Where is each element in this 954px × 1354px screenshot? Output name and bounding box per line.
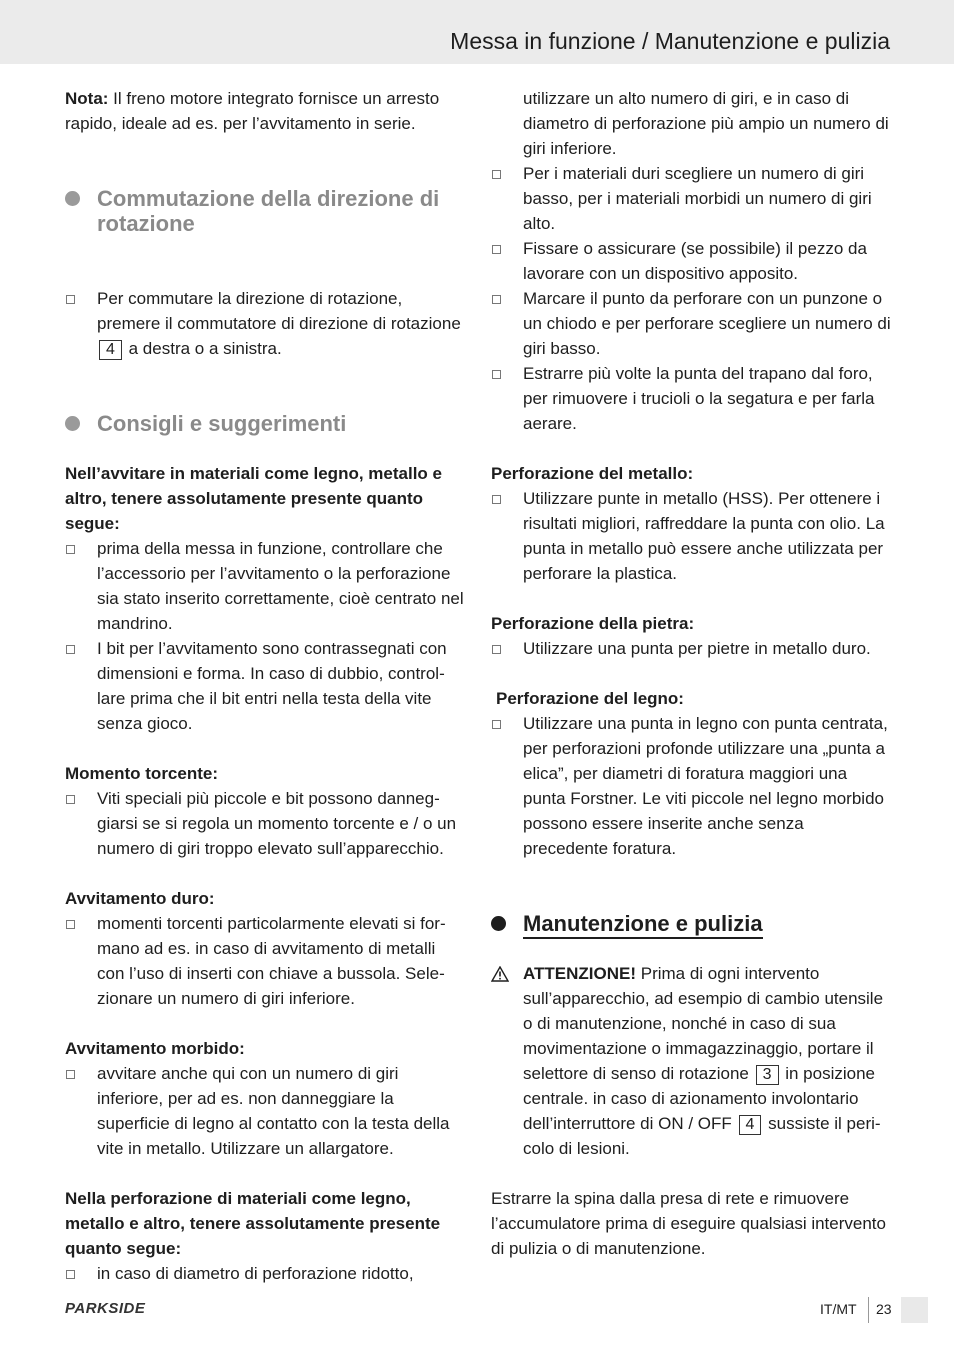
footer-tab-marker — [901, 1297, 928, 1323]
checkbox-square-icon — [66, 1270, 75, 1279]
reference-number: 4 — [739, 1115, 762, 1135]
page-number: 23 — [876, 1301, 892, 1317]
stone-drilling-label: Perforazione della pietra: — [491, 614, 695, 633]
checkbox-square-icon — [66, 295, 75, 304]
section-heading-maintenance: Manutenzione e pulizia — [491, 911, 891, 936]
warning-triangle-icon — [491, 966, 509, 982]
list-item: Estrarre più volte la punta del trapano dal foro, per rimuovere i trucioli o la segatura e per farla aerare. — [491, 361, 891, 436]
wood-drilling-label: Perforazione del legno: — [496, 689, 684, 708]
reference-number: 4 — [99, 340, 122, 360]
checkbox-square-icon — [66, 795, 75, 804]
right-column — [491, 86, 891, 1261]
page-title: Messa in funzione / Manutenzione e pulizia — [450, 28, 890, 54]
section-heading-tips: Consigli e suggerimenti — [65, 411, 465, 436]
intro-drilling: Nella perforazione di materiali come legno, metallo e altro, tenere assolutamente presente quanto segue: — [65, 1189, 441, 1258]
list-item: Utilizzare punte in metallo (HSS). Per ottenere i risultati migliori, raffreddare la punta con olio. La punta in metallo può essere anche utilizzata per perforare la plastica. — [491, 486, 891, 586]
closing-paragraph: Estrarre la spina dalla presa di rete e rimuovere l’accumulatore prima di eseguire qualsiasi intervento di pulizia o di manutenzione. — [491, 1189, 886, 1258]
note-paragraph — [65, 86, 465, 136]
checkbox-square-icon — [492, 495, 501, 504]
list-item: Per i materiali duri scegliere un numero di giri basso, per i materiali morbidi un numero di giri alto. — [491, 161, 891, 236]
bullet-dot-icon — [491, 916, 506, 931]
footer-divider — [868, 1297, 869, 1323]
list-item: prima della messa in funzione, controllare che l’accessorio per l’avvitamento o la perforazione sia stato inserito correttamente, cioè centrato nel mandrino. — [65, 536, 465, 636]
checkbox-square-icon — [66, 645, 75, 654]
checkbox-square-icon — [492, 720, 501, 729]
soft-screwing-label: Avvitamento morbido: — [65, 1039, 245, 1058]
warning-paragraph: ATTENZIONE! Prima di ogni intervento sull’apparecchio, ad esempio di cambio utensile o di manutenzione, nonché in caso di sua movimentazione o immagazzinaggio, portare il selettore di senso di rotazione 3 in posizione centrale. in caso di azionamento involontario dell’interruttore di ON / OFF 4 sussiste il pericolo di lesioni. — [491, 961, 891, 1161]
list-item: Per commutare la direzione di rotazione, premere il commutatore di direzione di rotazione 4 a destra o a sinistra. — [65, 286, 465, 361]
left-column — [65, 86, 465, 1286]
note-label: Nota: — [65, 89, 109, 108]
list-item: Fissare o assicurare (se possibile) il pezzo da lavorare con un dispositivo apposito. — [491, 236, 891, 286]
list-item: I bit per l’avvitamento sono contrassegnati con dimensioni e forma. In caso di dubbio, controllare prima che il bit entri nella testa della vite senza gioco. — [65, 636, 465, 736]
list-item: Marcare il punto da perforare con un punzone o un chiodo e per perforare scegliere un numero di giri basso. — [491, 286, 891, 361]
list-item: Utilizzare una punta in legno con punta centrata, per perforazioni profonde utilizzare una „punta a elica”, per diametri di foratura maggiori una punta Forstner. Le viti piccole nel legno morbido possono essere inserite anche senza precedente foratura. — [491, 711, 891, 861]
checkbox-square-icon — [66, 545, 75, 554]
intro-screwing: Nell’avvitare in materiali come legno, metallo e altro, tenere assolutamente presente quanto segue: — [65, 464, 442, 533]
hard-screwing-label: Avvitamento duro: — [65, 889, 215, 908]
checkbox-square-icon — [492, 170, 501, 179]
checkbox-square-icon — [66, 1070, 75, 1079]
section-heading-rotation: Commutazione della direzione di rotazione — [65, 186, 465, 236]
header-bar — [0, 0, 954, 64]
metal-drilling-label: Perforazione del metallo: — [491, 464, 694, 483]
list-item: momenti torcenti particolarmente elevati si formano ad es. in caso di avvitamento di metalli con l’uso di inserti con chiave a bussola. Selezionare un numero di giri inferiore. — [65, 911, 465, 1011]
checkbox-square-icon — [492, 645, 501, 654]
list-item: avvitare anche qui con un numero di giri inferiore, per ad es. non danneggiare la superficie di legno al contatto con la testa della vite in metallo. Utilizzare un allargatore. — [65, 1061, 465, 1161]
list-item-continued: utilizzare un alto numero di giri, e in caso di diametro di perforazione più ampio un numero di giri inferiore. — [523, 89, 889, 158]
list-item: Viti speciali più piccole e bit possono danneggiarsi se si regola un momento torcente e / o un numero di giri troppo elevato sull’apparecchio. — [65, 786, 465, 861]
list-item: Utilizzare una punta per pietre in metallo duro. — [491, 636, 891, 661]
bullet-dot-icon — [65, 191, 80, 206]
list-item: in caso di diametro di perforazione ridotto, — [65, 1261, 465, 1286]
checkbox-square-icon — [66, 920, 75, 929]
checkbox-square-icon — [492, 295, 501, 304]
reference-number: 3 — [756, 1065, 779, 1085]
checkbox-square-icon — [492, 370, 501, 379]
note-text: Il freno motore integrato fornisce un arresto rapido, ideale ad es. per l’avvitamento in serie. — [65, 89, 440, 133]
brand-logo: PARKSIDE — [65, 1300, 146, 1317]
checkbox-square-icon — [492, 245, 501, 254]
language-code: IT/MT — [820, 1301, 857, 1317]
bullet-dot-icon — [65, 416, 80, 431]
torque-label: Momento torcente: — [65, 764, 218, 783]
warning-label: ATTENZIONE! — [523, 964, 637, 983]
